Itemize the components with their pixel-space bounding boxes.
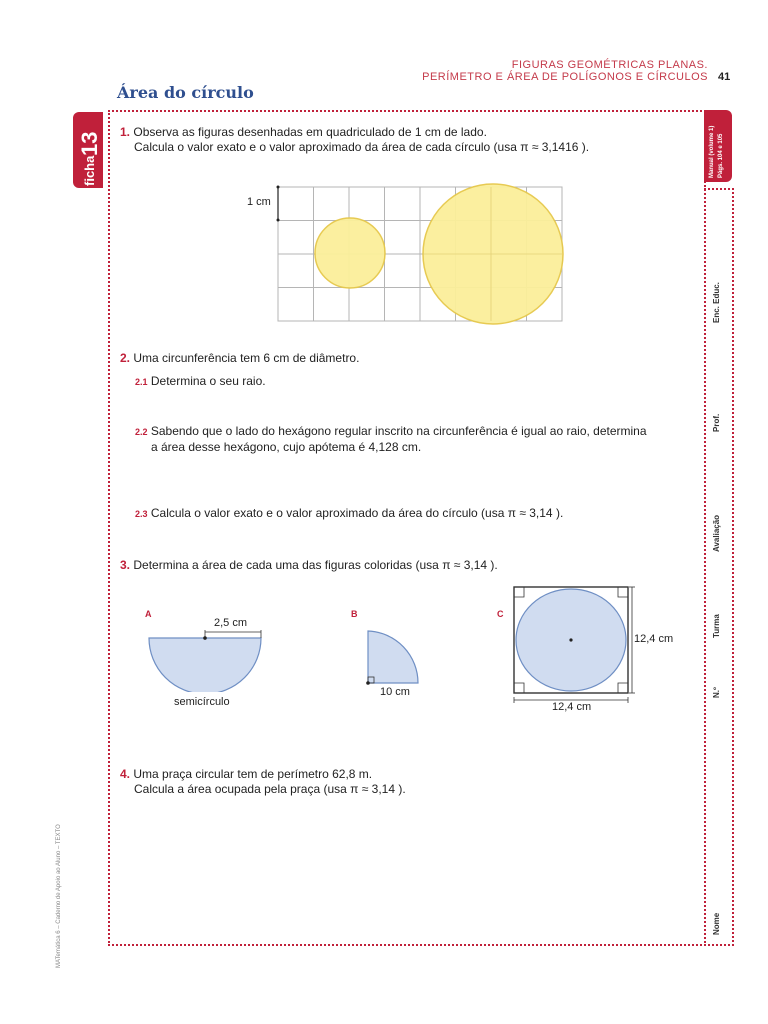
scale-marker-bottom-dot	[277, 219, 280, 222]
question-2-1-text: Determina o seu raio.	[150, 374, 266, 388]
circles-on-grid-figure	[268, 180, 568, 326]
question-1-line1: Observa as figuras desenhadas em quadriculado de 1 cm de lado.	[133, 125, 487, 139]
chapter-header	[422, 59, 708, 83]
small-circle	[315, 218, 385, 288]
page-title: Área do círculo	[117, 83, 254, 102]
ficha-tab-number: 13	[77, 131, 102, 156]
scale-marker-top-dot	[277, 186, 280, 189]
figure-c-bottom-label: 12,4 cm	[552, 701, 592, 713]
field-avaliacao: Avaliação	[712, 514, 721, 552]
question-2-2	[135, 424, 647, 455]
manual-tag	[704, 110, 732, 182]
question-1	[120, 125, 589, 155]
question-3	[120, 558, 498, 573]
question-2-3	[135, 506, 563, 522]
question-2-1	[135, 374, 266, 390]
page-number: 41	[718, 71, 731, 83]
question-2-2-line1: Sabendo que o lado do hexágono regular inscrito na circunferência é igual ao raio, determina	[150, 424, 647, 438]
figure-c-dimension-lines	[510, 583, 635, 708]
question-2-3-number: 2.3	[135, 509, 148, 519]
chapter-header-line1: FIGURAS GEOMÉTRICAS PLANAS.	[511, 59, 708, 71]
field-turma: Turma	[712, 614, 721, 638]
field-enc-educ: Enc. Educ.	[712, 282, 721, 323]
grid-scale-label: 1 cm	[247, 196, 271, 208]
question-2	[120, 351, 359, 366]
question-2-2-number: 2.2	[135, 427, 148, 437]
question-3-number: 3.	[120, 558, 131, 572]
field-nome: Nome	[712, 912, 721, 935]
field-numero: N.º	[712, 687, 721, 698]
question-2-2-line2: a área desse hexágono, cujo apótema é 4,128 cm.	[151, 440, 422, 454]
question-4	[120, 767, 406, 797]
ficha-tab	[73, 112, 103, 188]
figure-a-caption: semicírculo	[174, 696, 230, 708]
question-2-number: 2.	[120, 351, 131, 365]
ficha-tab-word: ficha	[82, 155, 97, 186]
figure-b-letter: B	[351, 609, 358, 619]
figure-a-radius-label: 2,5 cm	[214, 617, 248, 629]
manual-tag-line2: Págs. 104 e 105	[718, 133, 724, 178]
chapter-header-line2: PERÍMETRO E ÁREA DE POLÍGONOS E CÍRCULOS	[422, 71, 708, 83]
figure-b-radius-label: 10 cm	[380, 686, 410, 698]
question-4-line1: Uma praça circular tem de perímetro 62,8 m.	[133, 767, 373, 781]
field-prof: Prof.	[712, 413, 721, 432]
figure-c-letter: C	[497, 609, 504, 619]
question-1-line2: Calcula o valor exato e o valor aproximado da área de cada círculo (usa π ≈ 3,1416 ).	[134, 140, 590, 154]
figure-b-quarter-circle	[360, 625, 420, 690]
figure-c-side-label: 12,4 cm	[634, 633, 674, 645]
question-2-1-number: 2.1	[135, 377, 148, 387]
question-1-number: 1.	[120, 125, 131, 139]
question-4-number: 4.	[120, 767, 131, 781]
question-2-3-text: Calcula o valor exato e o valor aproximado da área do círculo (usa π ≈ 3,14 ).	[150, 506, 564, 520]
figure-a-semicircle	[145, 630, 265, 692]
figure-a-letter: A	[145, 609, 152, 619]
manual-tag-line1: Manual (volume 1)	[709, 125, 715, 178]
footer-credit: MATemática 6 – Caderno de Apoio ao Aluno – TEXTO	[56, 824, 62, 968]
question-3-text: Determina a área de cada uma das figuras coloridas (usa π ≈ 3,14 ).	[133, 558, 498, 572]
question-2-text: Uma circunferência tem 6 cm de diâmetro.	[133, 351, 360, 365]
question-4-line2: Calcula a área ocupada pela praça (usa π ≈ 3,14 ).	[134, 782, 406, 796]
